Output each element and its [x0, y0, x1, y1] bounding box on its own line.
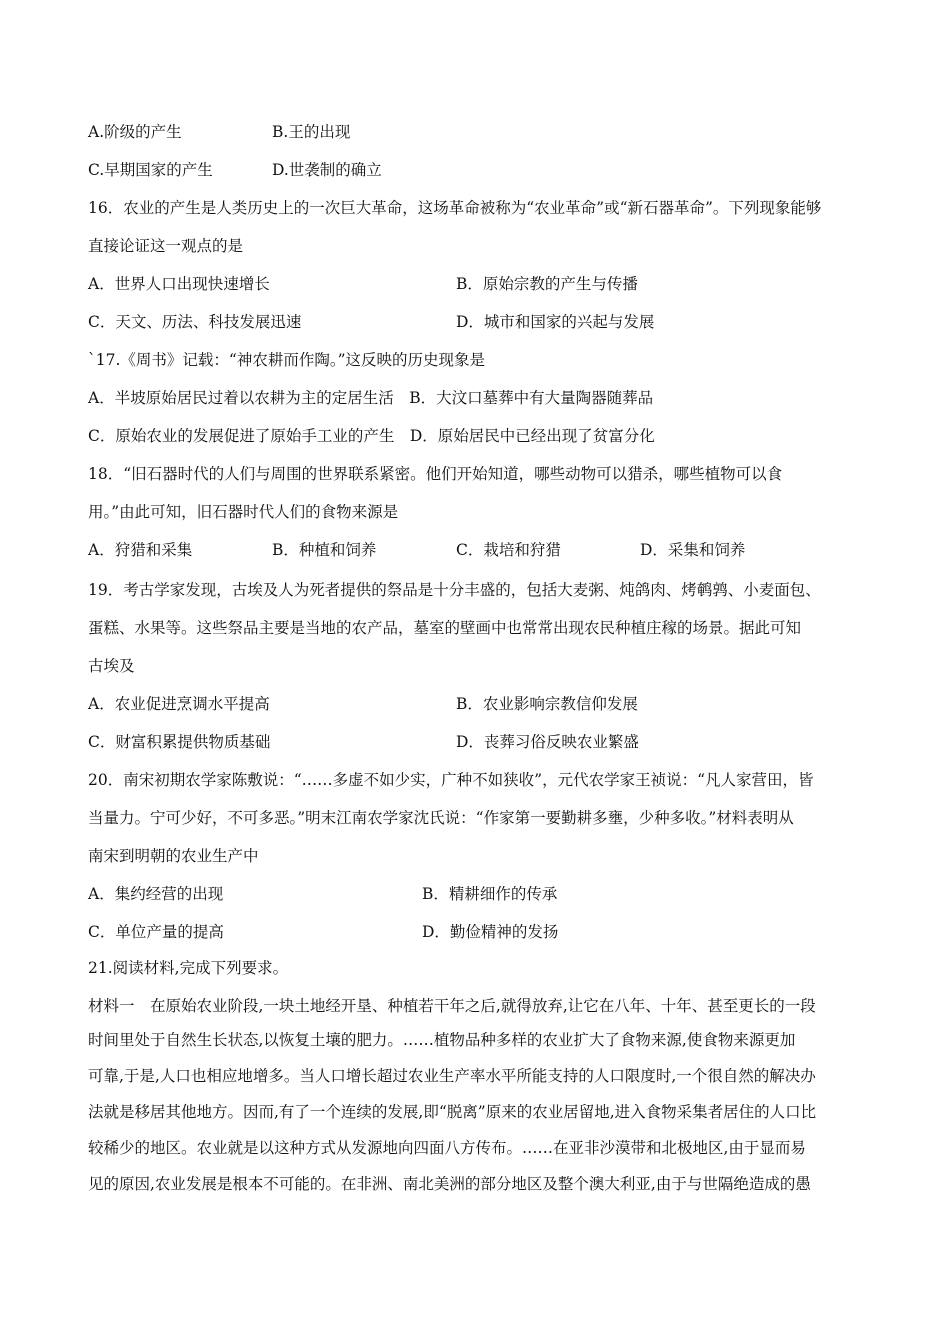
- q18-option-b: B．种植和饲养: [272, 541, 377, 559]
- q17-stem: `17.《周书》记载：“神农耕而作陶。”这反映的历史现象是: [88, 351, 486, 369]
- q16-option-a: A．世界人口出现快速增长: [88, 275, 270, 293]
- q16-option-c: C．天文、历法、科技发展迅速: [88, 313, 302, 331]
- q16-option-d: D．城市和国家的兴起与发展: [456, 313, 655, 331]
- q20-option-b: B．精耕细作的传承: [422, 885, 558, 903]
- q20-option-a: A．集约经营的出现: [88, 885, 224, 903]
- q20-stem-line2: 当量力。宁可少好，不可多恶。”明末江南农学家沈氏说：“作家第一要勤耕多壅，少种多收。”材料表明从: [88, 809, 794, 827]
- q17-options-line1: A．半坡原始居民过着以农耕为主的定居生活 B．大汶口墓葬中有大量陶器随葬品: [88, 389, 654, 407]
- q20-option-c: C．单位产量的提高: [88, 923, 224, 941]
- q21-material-line: 见的原因,农业发展是根本不可能的。在非洲、南北美洲的部分地区及整个澳大利亚,由于与世隔绝造成的愚: [88, 1175, 811, 1193]
- q18-option-a: A．狩猎和采集: [88, 541, 193, 559]
- q20-stem-line1: 20．南宋初期农学家陈敷说：“……多虚不如少实，广种不如狭收”，元代农学家王祯说：“凡人家营田，皆: [88, 771, 814, 789]
- q21-material-line: 法就是移居其他地方。因而,有了一个连续的发展,即“脱离”原来的农业居留地,进入食物采集者居住的人口比: [88, 1103, 817, 1121]
- q21-material-line: 可靠,于是,人口也相应地增多。当人口增长超过农业生产率水平所能支持的人口限度时,一个很自然的解决办: [88, 1067, 816, 1085]
- q20-stem-line3: 南宋到明朝的农业生产中: [88, 847, 259, 865]
- q20-option-d: D．勤俭精神的发扬: [422, 923, 559, 941]
- q18-stem-line2: 用。”由此可知，旧石器时代人们的食物来源是: [88, 503, 399, 521]
- q21-stem: 21.阅读材料,完成下列要求。: [88, 959, 289, 977]
- q16-stem-line1: 16．农业的产生是人类历史上的一次巨大革命，这场革命被称为“农业革命”或“新石器革命”。下列现象能够: [88, 199, 822, 217]
- q15-option-a: A.阶级的产生: [88, 123, 182, 141]
- q18-option-d: D．采集和饲养: [640, 541, 746, 559]
- q19-option-b: B．农业影响宗教信仰发展: [456, 695, 638, 713]
- q19-stem-line2: 蛋糕、水果等。这些祭品主要是当地的农产品，墓室的壁画中也常常出现农民种植庄稼的场景。据此可知: [88, 619, 802, 637]
- q21-material-line: 时间里处于自然生长状态,以恢复土壤的肥力。……植物品种多样的农业扩大了食物来源,使食物来源更加: [88, 1031, 796, 1049]
- q21-material-line: 较稀少的地区。农业就是以这种方式从发源地向四面八方传布。……在亚非沙漠带和北极地区,由于显而易: [88, 1139, 806, 1157]
- q19-option-d: D．丧葬习俗反映农业繁盛: [456, 733, 639, 751]
- q19-option-c: C．财富积累提供物质基础: [88, 733, 271, 751]
- q18-option-c: C．栽培和狩猎: [456, 541, 561, 559]
- q17-options-line2: C．原始农业的发展促进了原始手工业的产生 D．原始居民中已经出现了贫富分化: [88, 427, 655, 445]
- q19-stem-line3: 古埃及: [88, 657, 135, 675]
- q15-option-d: D.世袭制的确立: [272, 161, 382, 179]
- q18-stem-line1: 18．“旧石器时代的人们与周围的世界联系紧密。他们开始知道，哪些动物可以猎杀，哪些植物可以食: [88, 465, 783, 483]
- q16-option-b: B．原始宗教的产生与传播: [456, 275, 638, 293]
- q21-material-line: 材料一 在原始农业阶段,一块土地经开垦、种植若干年之后,就得放弃,让它在八年、十年、甚至更长的一段: [88, 997, 816, 1015]
- q16-stem-line2: 直接论证这一观点的是: [88, 237, 244, 255]
- q19-stem-line1: 19．考古学家发现，古埃及人为死者提供的祭品是十分丰盛的，包括大麦粥、炖鸽肉、烤鹌鹑、小麦面包、: [88, 581, 821, 599]
- q15-option-c: C.早期国家的产生: [88, 161, 213, 179]
- q15-option-b: B.王的出现: [272, 123, 351, 141]
- q19-option-a: A．农业促进烹调水平提高: [88, 695, 270, 713]
